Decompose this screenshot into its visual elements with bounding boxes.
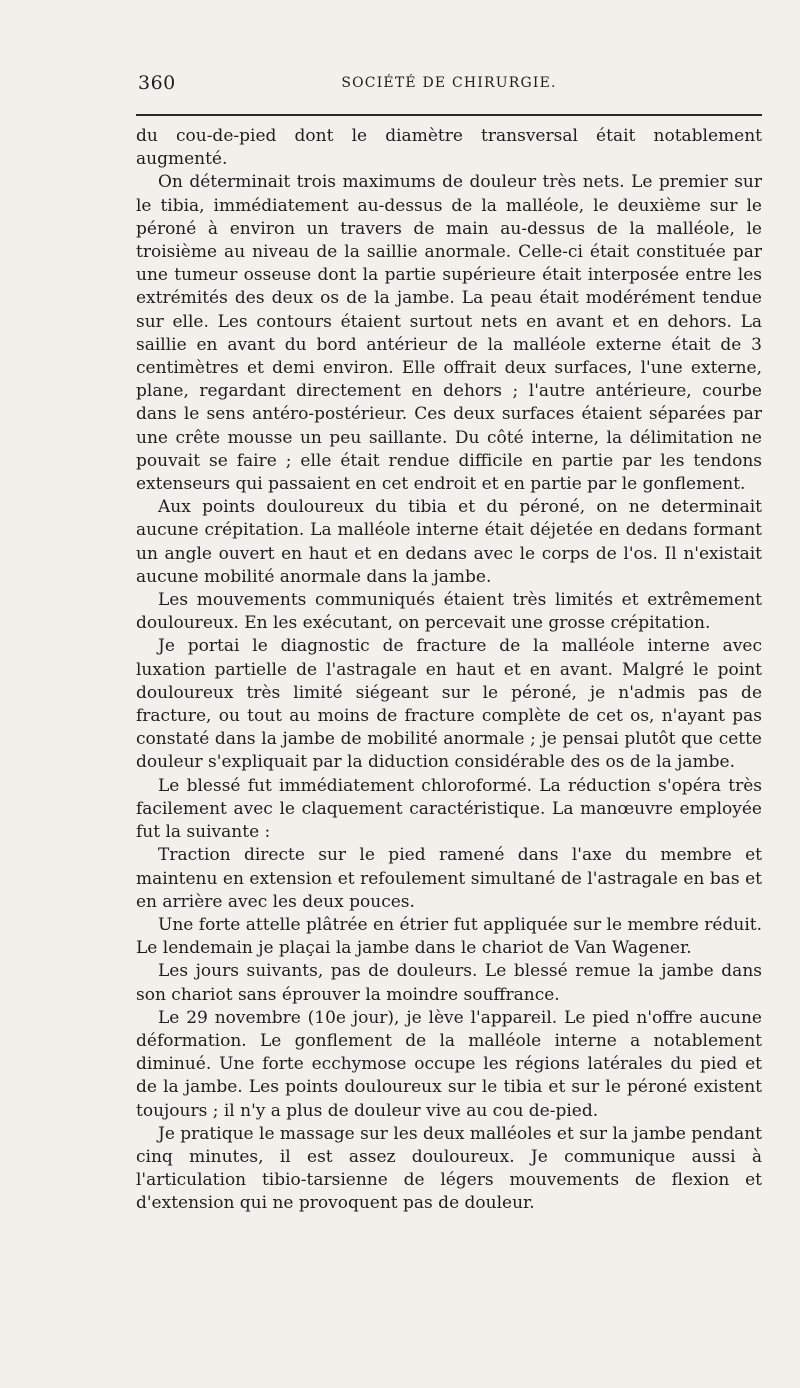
paragraph: Aux points douloureux du tibia et du péroné, on ne determinait aucune crépitation. La malléole interne était déjetée en dedans formant un angle ouvert en haut et en dedans avec le corps de l'os. Il n'existait aucune mobilité anormale dans la jambe. — [136, 497, 762, 587]
paragraph: Les jours suivants, pas de douleurs. Le blessé remue la jambe dans son chariot sans éprouver la moindre souffrance. — [136, 961, 762, 1005]
paragraph: Une forte attelle plâtrée en étrier fut appliquée sur le membre réduit. Le lendemain je plaçai la jambe dans le chariot de Van Wagener. — [136, 914, 762, 959]
paragraph: Je portai le diagnostic de fracture de la malléole interne avec luxation partielle de l'astragale en haut et en avant. Malgré le point douloureux très limité siégeant sur le péroné, je n'admis pas de fracture, ou tout au moins de fracture complète de cet os, n'ayant pas constaté dans la jambe de mobilité anormale ; je pensai plutôt que cette douleur s'expliquait par la diduction considérable des os de la jambe. — [136, 636, 762, 773]
body-text — [136, 125, 762, 1216]
paragraph: Traction directe sur le pied ramené dans l'axe du membre et maintenu en extension et refoulement simultané de l'astragale en bas et en arrière avec les deux pouces. — [136, 845, 762, 912]
paragraph: Le blessé fut immédiatement chloroformé. La réduction s'opéra très facilement avec le claquement caractéristique. La manœuvre employée fut la suivante : — [136, 775, 762, 843]
running-title: SOCIÉTÉ DE CHIRURGIE. — [341, 75, 557, 91]
paragraph: Les mouvements communiqués étaient très limités et extrêmement douloureux. En les exécutant, on percevait une grosse crépitation. — [136, 590, 762, 634]
paragraph: Je pratique le massage sur les deux malléoles et sur la jambe pendant cinq minutes, il est assez douloureux. Je communique aussi à l'articulation tibio-tarsienne de légers mouvements de flexion et d'extension qui ne provoquent pas de douleur. — [136, 1123, 762, 1214]
header-rule — [136, 114, 762, 116]
paragraph: On déterminait trois maximums de douleur très nets. Le premier sur le tibia, immédiatement au-dessus de la malléole, le deuxième sur le péroné à environ un travers de main au-dessus de la malléole, le troisième au niveau de la saillie anormale. Celle-ci était constituée par une tumeur osseuse dont la partie supérieure était interposée entre les extrémités des deux os de la jambe. La peau était modérément tendue sur elle. Les contours étaient surtout nets en avant et en dehors. La saillie en avant du bord antérieur de la malléole externe était de 3 centimètres et demi environ. Elle offrait deux surfaces, l'une externe, plane, regardant directement en dehors ; l'autre antérieure, courbe dans le sens antéro-postérieur. Ces deux surfaces étaient séparées par une crête mousse un peu saillante. Du côté interne, la délimitation ne pouvait se faire ; elle était rendue difficile en partie par les tendons extenseurs qui passaient en cet endroit et en partie par le gonflement. — [136, 172, 762, 495]
page-header — [138, 72, 760, 102]
paragraph: du cou-de-pied dont le diamètre transversal était notablement augmenté. — [136, 126, 762, 170]
paragraph: Le 29 novembre (10e jour), je lève l'appareil. Le pied n'offre aucune déformation. Le gonflement de la malléole interne a notablement diminué. Une forte ecchymose occupe les régions latérales du pied et de la jambe. Les points douloureux sur le tibia et sur le péroné existent toujours ; il n'y a plus de douleur vive au cou de-pied. — [136, 1007, 762, 1121]
page-number: 360 — [138, 72, 176, 94]
